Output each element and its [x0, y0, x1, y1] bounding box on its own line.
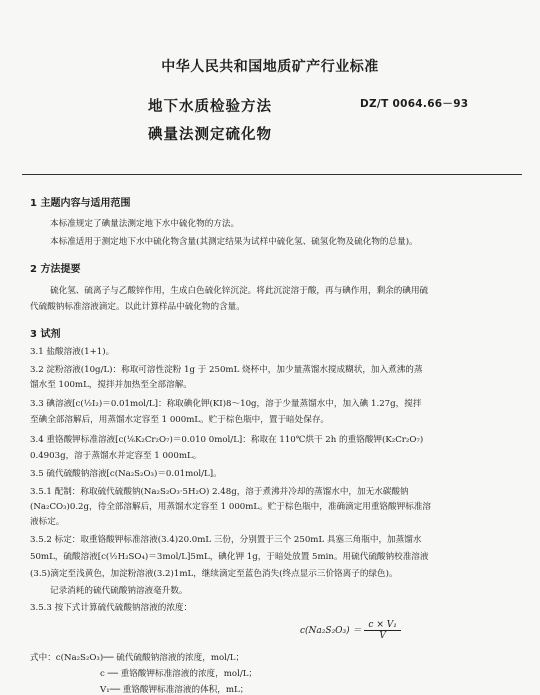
legend-line-2: c ── 重铬酸钾标准溶液的浓度，mol/L； [100, 669, 258, 679]
section-1-paragraph-1: 本标准规定了碘量法测定地下水中硫化物的方法。 [50, 219, 240, 229]
reagent-3-5-2-line-3: (3.5)滴定至浅黄色，加淀粉溶液(3.2)1mL，继续滴定至蓝色消失(终点显示三价铬离子的绿色)。 [30, 569, 398, 579]
section-2-line-2: 代硫酸钠标准溶液滴定。以此计算样品中硫化物的含量。 [30, 302, 245, 312]
reagent-3-2-line-2: 馏水至 100mL，搅拌并加热至全部溶解。 [30, 380, 192, 390]
reagent-3-4-line-1: 3.4 重铬酸钾标准溶液[c(⅙K₂Cr₂O₇)＝0.010 0mol/L]：称取在 110℃烘干 2h 的重铬酸钾(K₂Cr₂O₇) [30, 435, 424, 445]
legend-line-3: V₁── 重铬酸钾标准溶液的体积，mL； [100, 685, 249, 695]
reagent-3-5-2-line-2: 50mL，硫酸溶液[c(½H₂SO₄)＝3mol/L]5mL，碘化钾 1g，于暗处放置 5min。用硫代硫酸钠校准溶液 [30, 552, 429, 562]
reagent-3-2-line-1: 3.2 淀粉溶液(10g/L)：称取可溶性淀粉 1g 于 250mL 烧杯中，加少量蒸馏水搅成糊状，加入煮沸的蒸 [30, 365, 423, 375]
reagent-3-3-line-2: 至碘全部溶解后，用蒸馏水定容至 1 000mL。贮于棕色瓶中，置于暗处保存。 [30, 415, 330, 425]
reagent-3-5: 3.5 硫代硫酸钠溶液[c(Na₂S₂O₃)＝0.01mol/L]。 [30, 469, 222, 479]
reagent-3-5-1-line-1: 3.5.1 配制：称取硫代硫酸钠(Na₂S₂O₃·5H₂O) 2.48g，溶于煮沸并冷却的蒸馏水中，加无水碳酸钠 [30, 487, 409, 497]
reagent-3-3-line-1: 3.3 碘溶液[c(½I₂)＝0.01mol/L]：称取碘化钾(KI)8～10g，溶于少量蒸馏水中，加入碘 1.27g，搅拌 [30, 399, 422, 409]
section-1-heading: 1 主题内容与适用范围 [30, 198, 131, 209]
reagent-3-5-2-line-4: 记录消耗的硫代硫酸钠溶液毫升数。 [50, 586, 188, 596]
issuing-organization: 中华人民共和国地质矿产行业标准 [161, 59, 379, 75]
reagent-3-5-1-line-3: 液标定。 [30, 517, 65, 527]
document-title-line2: 碘量法测定硫化物 [148, 127, 272, 143]
formula-denominator: V [379, 631, 386, 641]
formula-numerator: c × V₁ [364, 620, 400, 631]
section-3-heading: 3 试剂 [30, 329, 61, 340]
section-1-paragraph-2: 本标准适用于测定地下水中硫化物含量(其测定结果为试样中硫化氢、硫氢化物及硫化物的总量)。 [50, 237, 418, 247]
legend-line-1: 式中：c(Na₂S₂O₃)── 硫代硫酸钠溶液的浓度，mol/L； [30, 653, 245, 663]
reagent-3-5-3: 3.5.3 按下式计算硫代硫酸钠溶液的浓度： [30, 603, 193, 613]
reagent-3-5-1-line-2: (Na₂CO₃)0.2g，待全部溶解后，用蒸馏水定容至 1 000mL。贮于棕色瓶中，准确滴定用重铬酸钾标准溶 [30, 502, 431, 512]
reagent-3-5-2-line-1: 3.5.2 标定：取重铬酸钾标准溶液(3.4)20.0mL 三份，分别置于三个 250mL 具塞三角瓶中，加蒸馏水 [30, 535, 422, 545]
reagent-3-4-line-2: 0.4903g，溶于蒸馏水并定容至 1 000mL。 [30, 451, 202, 461]
formula-fraction [364, 620, 400, 641]
concentration-formula [300, 620, 401, 641]
section-2-heading: 2 方法提要 [30, 264, 81, 275]
reagent-3-1: 3.1 盐酸溶液(1+1)。 [30, 347, 115, 357]
header-divider [22, 174, 522, 175]
section-2-line-1: 硫化氢、硫离子与乙酸锌作用，生成白色硫化锌沉淀。将此沉淀溶于酸，再与碘作用，剩余的碘用硫 [50, 286, 429, 296]
formula-lhs: c(Na₂S₂O₃) ＝ [300, 626, 362, 636]
document-title-line1: 地下水质检验方法 [148, 99, 272, 115]
standard-code: DZ/T 0064.66－93 [360, 98, 469, 110]
